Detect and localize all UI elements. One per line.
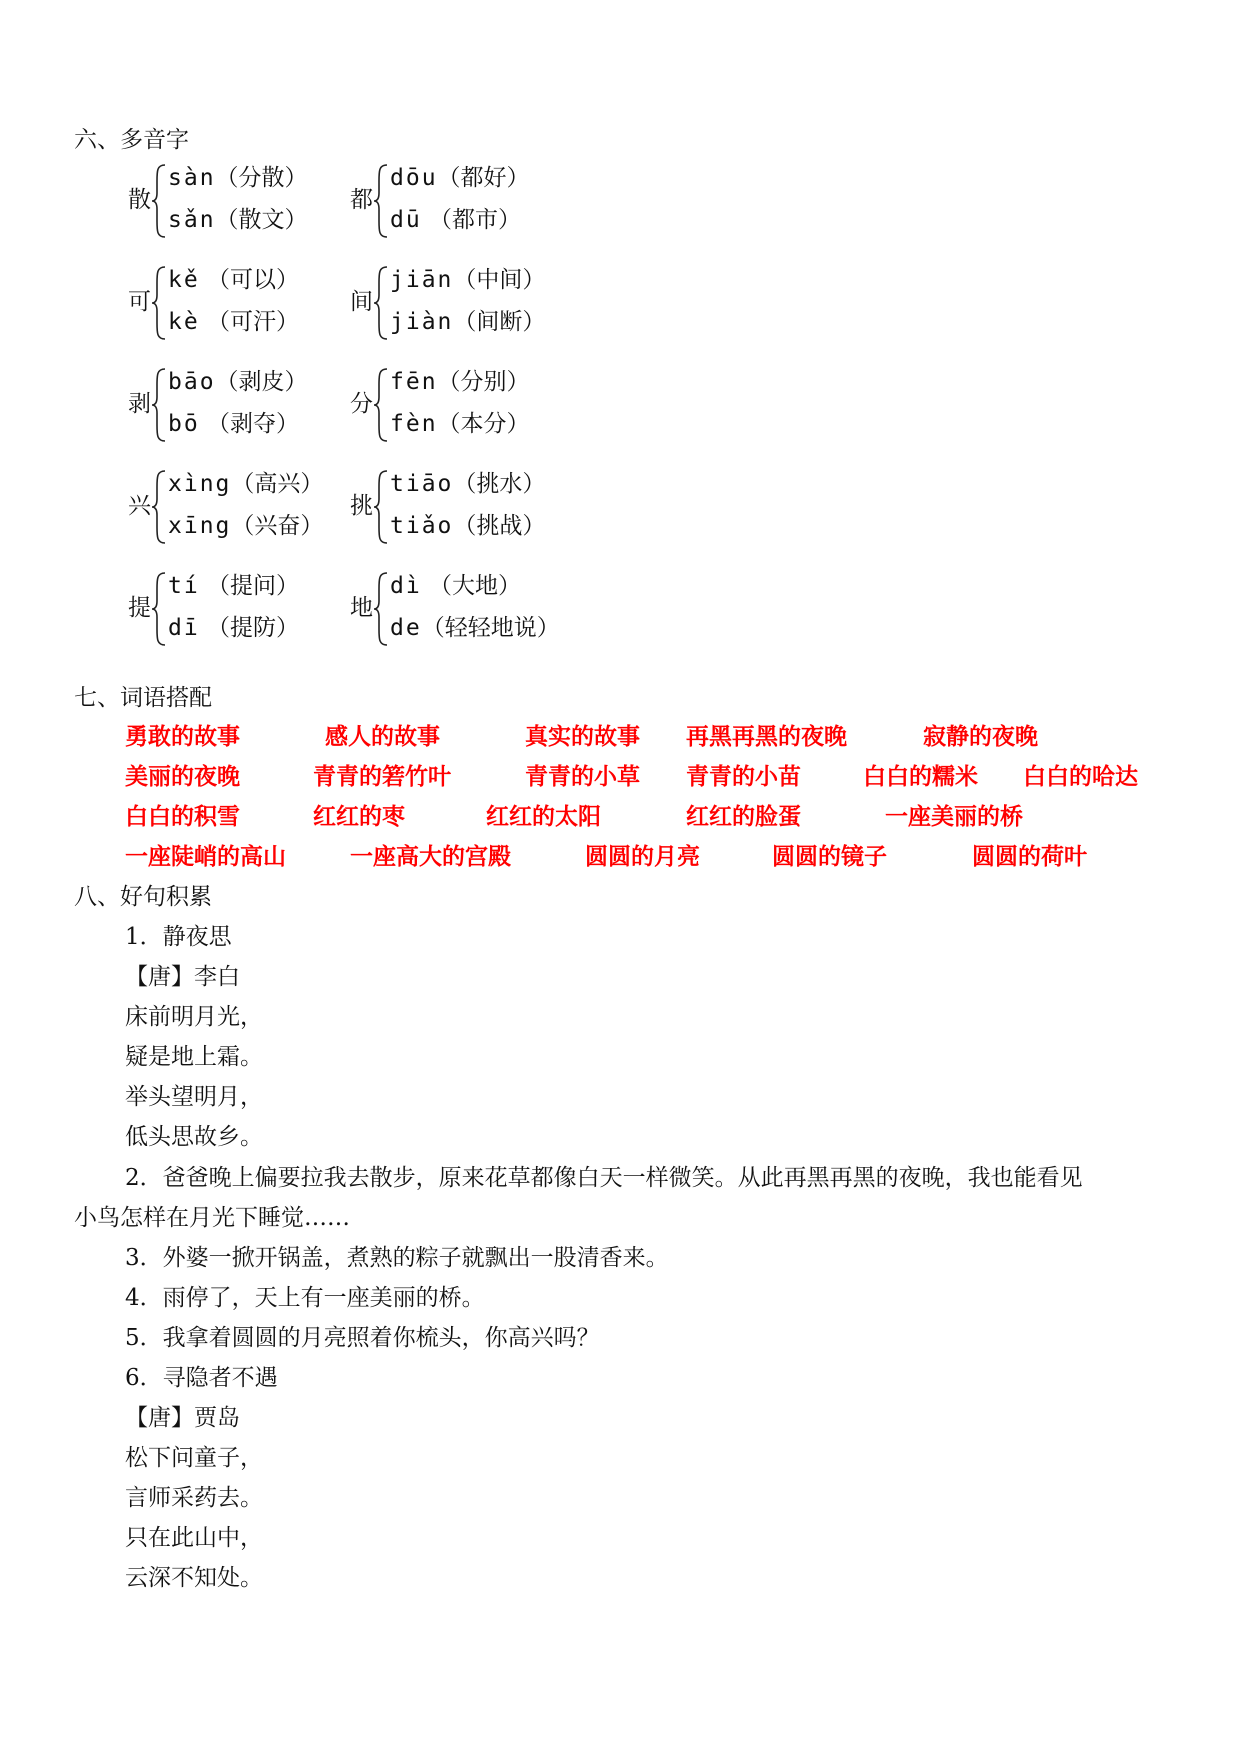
polyphonic-char: 地 xyxy=(350,595,373,621)
collocation-item: 青青的箬竹叶 xyxy=(313,763,451,790)
sentence-title: 1．静夜思 xyxy=(125,924,232,950)
polyphonic-char: 挑 xyxy=(350,493,373,519)
section-8-heading: 八、好句积累 xyxy=(74,884,212,910)
section-6-heading: 六、多音字 xyxy=(74,127,189,153)
collocation-item: 一座高大的宫殿 xyxy=(350,843,511,870)
poem-line: 举头望明月， xyxy=(125,1084,263,1110)
reading-1 xyxy=(168,367,308,397)
reading-1 xyxy=(390,367,530,397)
example-word: （散文） xyxy=(215,207,308,233)
collocation-item: 圆圆的镜子 xyxy=(772,843,887,870)
example-word: （挑战） xyxy=(453,513,546,539)
example-word: （可汗） xyxy=(199,309,300,335)
brace-icon xyxy=(374,469,388,545)
collocation-item: 感人的故事 xyxy=(325,723,440,750)
sentence-line: 3．外婆一掀开锅盖，煮熟的粽子就飘出一股清香来。 xyxy=(125,1245,669,1271)
collocation-item: 再黑再黑的夜晚 xyxy=(686,723,847,750)
pinyin: kè xyxy=(168,309,200,335)
pinyin: dōu xyxy=(390,165,438,191)
poem-line: 低头思故乡。 xyxy=(125,1124,263,1150)
pinyin: tiǎo xyxy=(390,513,454,539)
brace-icon xyxy=(152,265,166,341)
collocation-item: 白白的积雪 xyxy=(125,803,240,830)
polyphonic-char: 剥 xyxy=(128,391,151,417)
poem-line: 松下问童子， xyxy=(125,1445,263,1471)
reading-1 xyxy=(390,265,545,295)
brace-icon xyxy=(374,163,388,239)
poem-line: 只在此山中， xyxy=(125,1525,263,1551)
reading-2 xyxy=(390,307,545,337)
collocation-item: 红红的枣 xyxy=(313,803,405,830)
collocation-item: 红红的脸蛋 xyxy=(686,803,801,830)
collocation-item: 圆圆的月亮 xyxy=(585,843,700,870)
poem-author: 【唐】贾岛 xyxy=(125,1405,240,1431)
poem-line: 床前明月光， xyxy=(125,1004,263,1030)
reading-1 xyxy=(390,163,530,193)
sentence-line: 5．我拿着圆圆的月亮照着你梳头，你高兴吗？ xyxy=(125,1325,600,1351)
example-word: （分散） xyxy=(215,165,308,191)
reading-2 xyxy=(390,205,521,235)
collocation-item: 一座陡峭的高山 xyxy=(125,843,286,870)
example-word: （剥夺） xyxy=(199,411,300,437)
example-word: （提问） xyxy=(199,573,300,599)
pinyin: xìng xyxy=(168,471,232,497)
reading-2 xyxy=(168,511,323,541)
example-word: （中间） xyxy=(453,267,546,293)
reading-1 xyxy=(168,469,323,499)
reading-1 xyxy=(390,571,521,601)
polyphonic-char: 分 xyxy=(350,391,373,417)
pinyin: sǎn xyxy=(168,207,216,233)
polyphonic-char: 散 xyxy=(128,187,151,213)
collocation-item: 勇敢的故事 xyxy=(125,723,240,750)
sentence-line: 2．爸爸晚上偏要拉我去散步，原来花草都像白天一样微笑。从此再黑再黑的夜晚，我也能看见 xyxy=(125,1165,1083,1191)
section-7-heading: 七、词语搭配 xyxy=(74,685,212,711)
sentence-title: 6．寻隐者不遇 xyxy=(125,1365,278,1391)
reading-2 xyxy=(168,205,308,235)
polyphonic-char: 提 xyxy=(128,595,151,621)
example-word: （挑水） xyxy=(453,471,546,497)
brace-icon xyxy=(374,265,388,341)
example-word: （大地） xyxy=(421,573,522,599)
collocation-item: 青青的小苗 xyxy=(686,763,801,790)
brace-icon xyxy=(152,571,166,647)
pinyin: dū xyxy=(390,207,422,233)
collocation-item: 白白的糯米 xyxy=(863,763,978,790)
example-word: （间断） xyxy=(453,309,546,335)
collocation-item: 红红的太阳 xyxy=(486,803,601,830)
pinyin: dī xyxy=(168,615,200,641)
polyphonic-char: 间 xyxy=(350,289,373,315)
reading-1 xyxy=(390,469,545,499)
polyphonic-char: 兴 xyxy=(128,493,151,519)
reading-2 xyxy=(390,613,560,643)
example-word: （分别） xyxy=(437,369,530,395)
poem-line: 云深不知处。 xyxy=(125,1565,263,1591)
reading-2 xyxy=(390,409,530,439)
reading-1 xyxy=(168,163,308,193)
pinyin: dì xyxy=(390,573,422,599)
pinyin: de xyxy=(390,615,422,641)
example-word: （剥皮） xyxy=(215,369,308,395)
pinyin: tiāo xyxy=(390,471,454,497)
example-word: （可以） xyxy=(199,267,300,293)
example-word: （高兴） xyxy=(231,471,324,497)
collocation-item: 白白的哈达 xyxy=(1023,763,1138,790)
poem-line: 言师采药去。 xyxy=(125,1485,263,1511)
pinyin: jiān xyxy=(390,267,454,293)
collocation-item: 寂静的夜晚 xyxy=(923,723,1038,750)
collocation-item: 美丽的夜晚 xyxy=(125,763,240,790)
pinyin: bō xyxy=(168,411,200,437)
collocation-item: 圆圆的荷叶 xyxy=(972,843,1087,870)
collocation-item: 一座美丽的桥 xyxy=(885,803,1023,830)
polyphonic-char: 都 xyxy=(350,187,373,213)
example-word: （轻轻地说） xyxy=(421,615,560,641)
brace-icon xyxy=(152,163,166,239)
reading-2 xyxy=(168,613,299,643)
pinyin: fèn xyxy=(390,411,438,437)
reading-1 xyxy=(168,571,299,601)
pinyin: fēn xyxy=(390,369,438,395)
example-word: （都好） xyxy=(437,165,530,191)
pinyin: bāo xyxy=(168,369,216,395)
example-word: （兴奋） xyxy=(231,513,324,539)
brace-icon xyxy=(152,469,166,545)
example-word: （本分） xyxy=(437,411,530,437)
pinyin: xīng xyxy=(168,513,232,539)
collocation-item: 真实的故事 xyxy=(525,723,640,750)
reading-1 xyxy=(168,265,299,295)
poem-line: 疑是地上霜。 xyxy=(125,1044,263,1070)
pinyin: jiàn xyxy=(390,309,454,335)
sentence-line: 4．雨停了，天上有一座美丽的桥。 xyxy=(125,1285,485,1311)
poem-author: 【唐】李白 xyxy=(125,964,240,990)
polyphonic-char: 可 xyxy=(128,289,151,315)
brace-icon xyxy=(152,367,166,443)
example-word: （都市） xyxy=(421,207,522,233)
pinyin: tí xyxy=(168,573,200,599)
pinyin: sàn xyxy=(168,165,216,191)
reading-2 xyxy=(168,409,299,439)
example-word: （提防） xyxy=(199,615,300,641)
brace-icon xyxy=(374,571,388,647)
brace-icon xyxy=(374,367,388,443)
sentence-line: 小鸟怎样在月光下睡觉…… xyxy=(74,1205,350,1231)
reading-2 xyxy=(390,511,545,541)
collocation-item: 青青的小草 xyxy=(525,763,640,790)
pinyin: kě xyxy=(168,267,200,293)
reading-2 xyxy=(168,307,299,337)
